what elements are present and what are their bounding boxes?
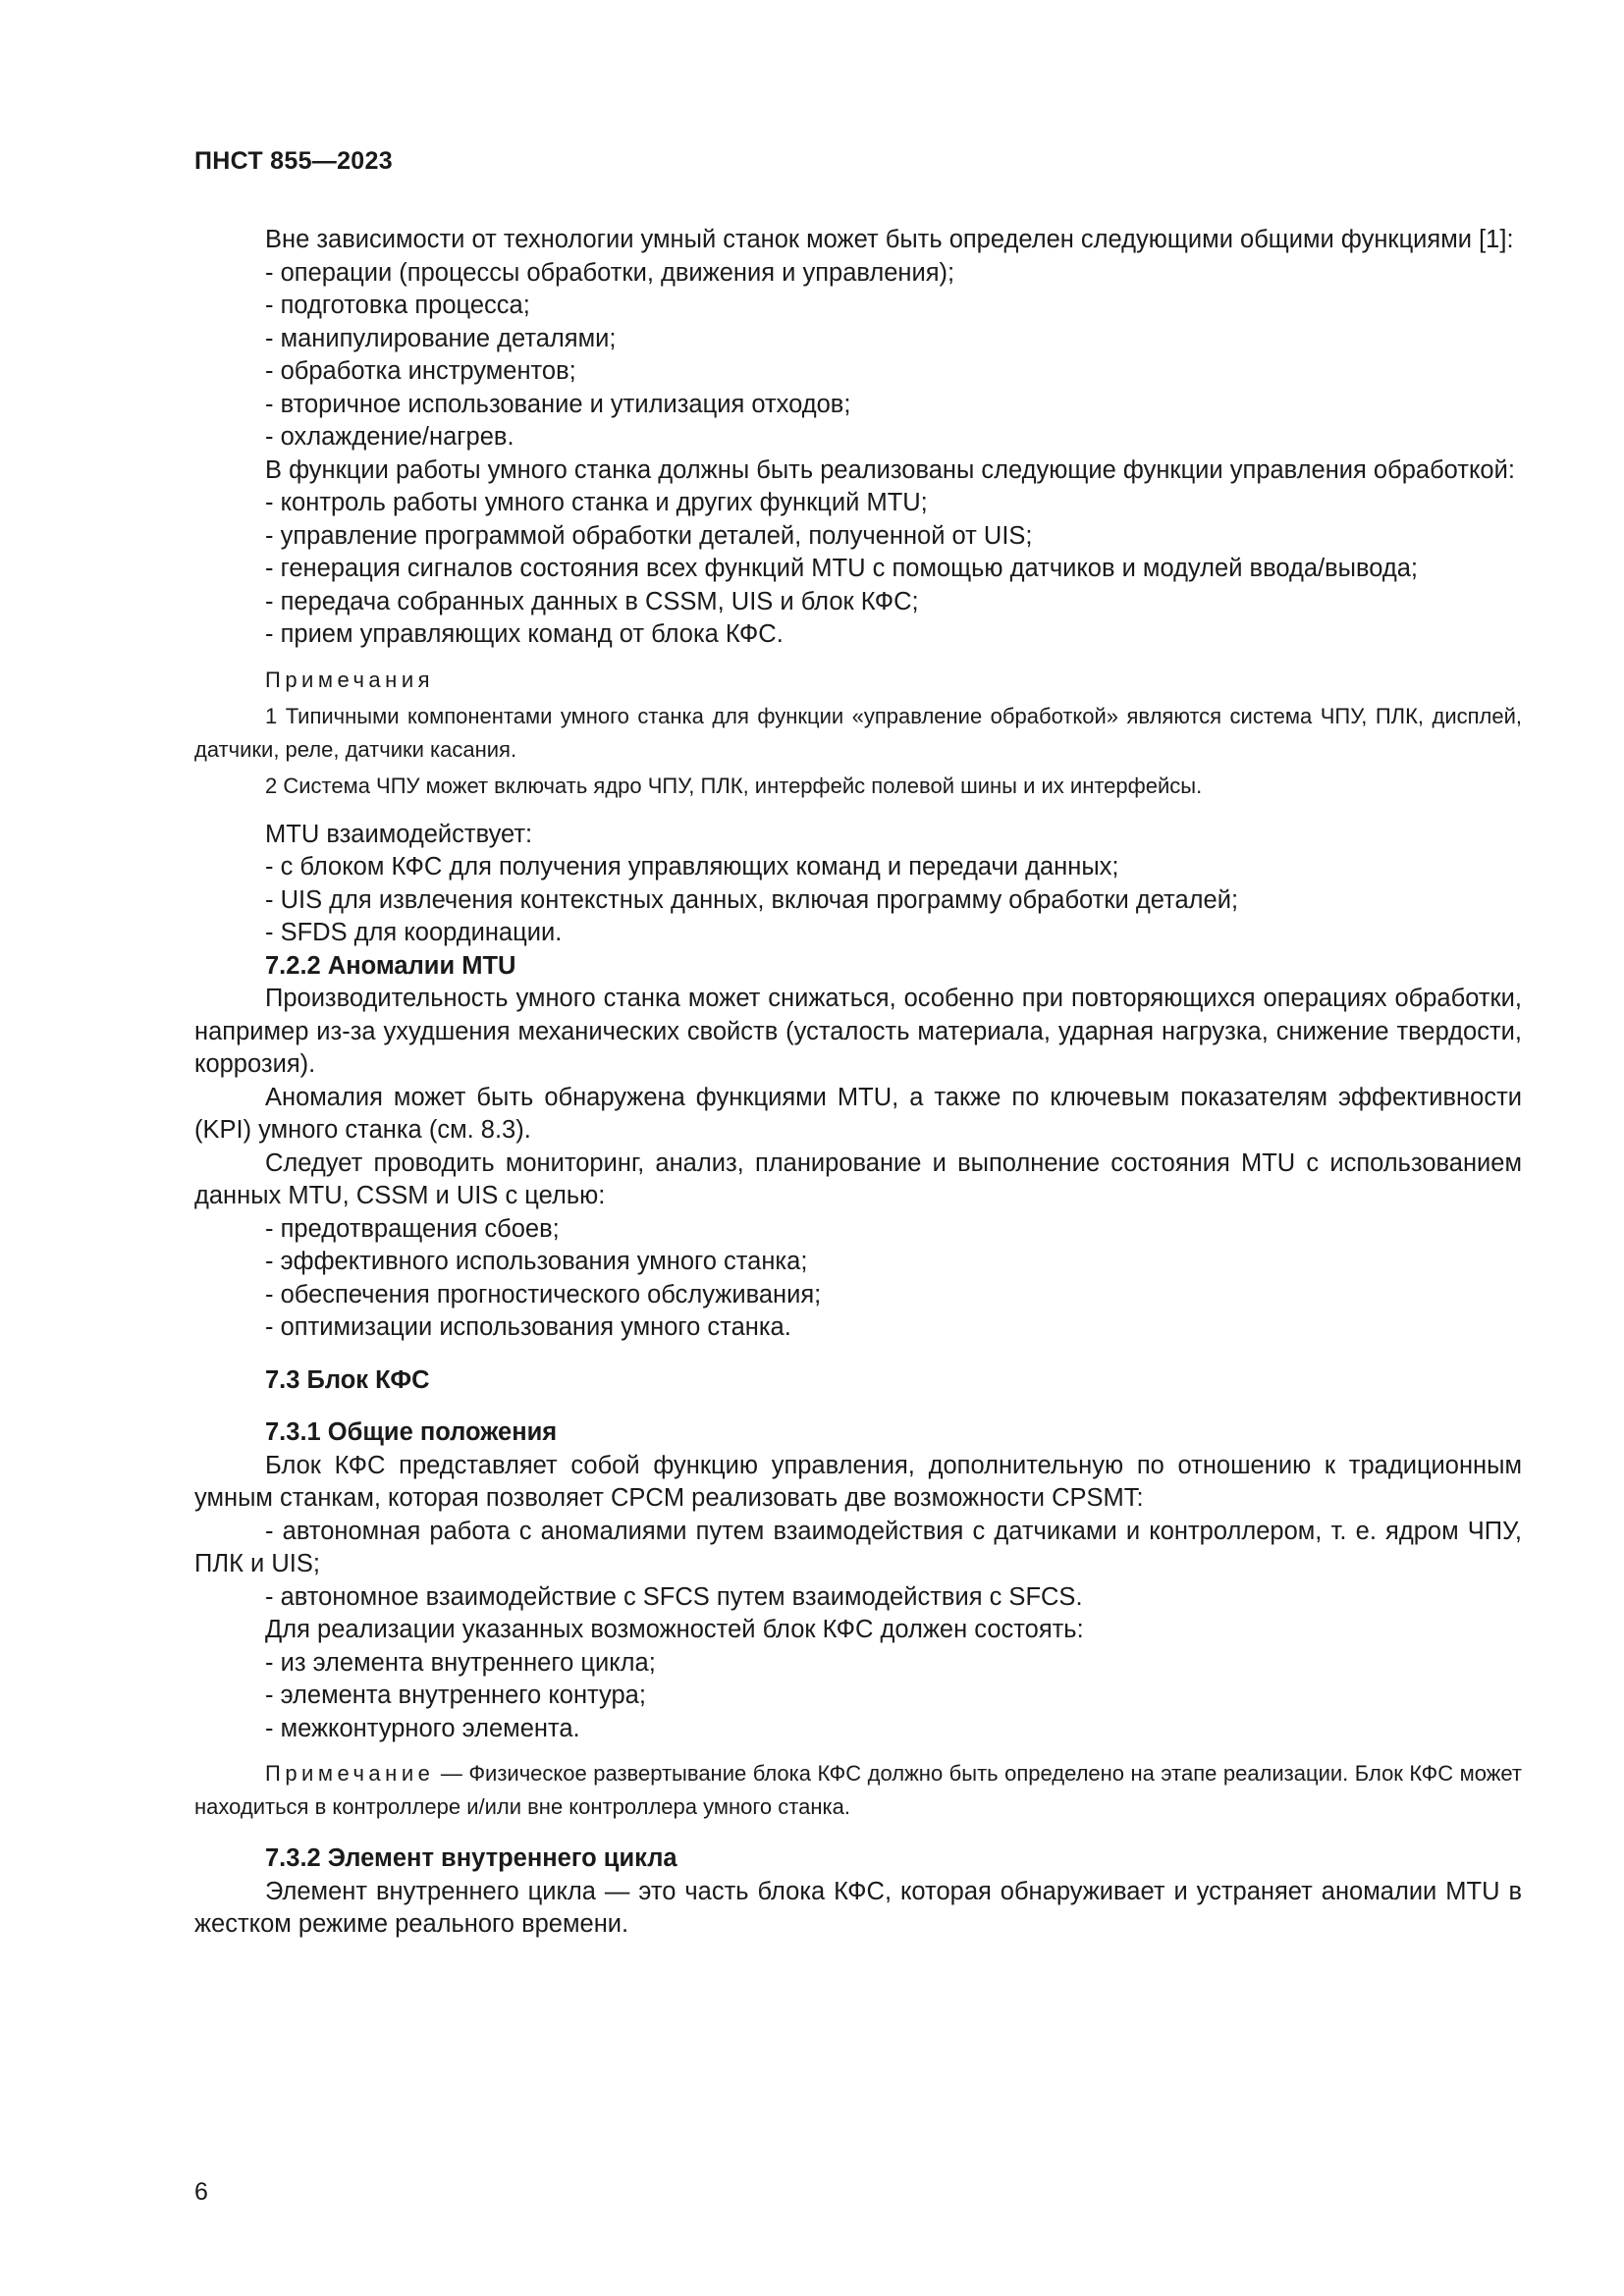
- paragraph: Элемент внутреннего цикла — это часть блока КФС, которая обнаруживает и устраняет аномалии MTU в жестком режиме реального времени.: [194, 1877, 1522, 1938]
- mtu-interacts-paragraph: MTU взаимодействует:: [265, 820, 533, 848]
- intro-paragraph: Вне зависимости от технологии умный станок может быть определен следующими общими функциями [1]:: [265, 226, 1514, 253]
- list-item: - охлаждение/нагрев.: [265, 423, 514, 451]
- document-id-header: ПНСТ 855—2023: [194, 147, 393, 175]
- page-number: 6: [194, 2178, 208, 2206]
- list-item: - SFDS для координации.: [265, 919, 563, 946]
- list-item: - элемента внутреннего контура;: [265, 1682, 646, 1709]
- list-item: - операции (процессы обработки, движения и управления);: [265, 258, 955, 287]
- paragraph: Блок КФС представляет собой функцию управления, дополнительную по отношению к традиционным умным станкам, которая позволяет CPCM реализовать две возможности CPSMT:: [194, 1451, 1522, 1512]
- note-paragraph: [194, 1757, 1522, 1823]
- note-text: — Физическое развертывание блока КФС должно быть определено на этапе реализации. Блок КФС может находиться в контроллере и/или вне контроллера умного станка.: [194, 1761, 1522, 1819]
- note-item: 2 Система ЧПУ может включать ядро ЧПУ, ПЛК, интерфейс полевой шины и их интерфейсы.: [265, 774, 1203, 798]
- list-item: - подготовка процесса;: [265, 292, 530, 319]
- list-item: - межконтурного элемента.: [265, 1714, 580, 1742]
- paragraph: Для реализации указанных возможностей блок КФС должен состоять:: [265, 1616, 1084, 1643]
- section-heading-7-3-1: 7.3.1 Общие положения: [265, 1418, 558, 1446]
- note-label: Примечание: [265, 1761, 435, 1786]
- section-heading-7-2-2: 7.2.2 Аномалии MTU: [265, 951, 516, 980]
- list-item: - из элемента внутреннего цикла;: [265, 1648, 656, 1677]
- control-paragraph: В функции работы умного станка должны быть реализованы следующие функции управления обработкой:: [265, 455, 1515, 484]
- list-item: - прием управляющих команд от блока КФС.: [265, 620, 784, 648]
- list-item: - оптимизации использования умного станка.: [265, 1313, 791, 1341]
- list-item: - обработка инструментов;: [265, 357, 576, 385]
- list-item: - UIS для извлечения контекстных данных, включая программу обработки деталей;: [265, 885, 1239, 914]
- paragraph: Аномалия может быть обнаружена функциями MTU, а также по ключевым показателям эффективности (KPI) умного станка (см. 8.3).: [194, 1083, 1522, 1144]
- paragraph: Производительность умного станка может снижаться, особенно при повторяющихся операциях обработки, например из-за ухудшения механических свойств (усталость материала, ударная нагрузка, снижение твердости, коррозия).: [194, 985, 1522, 1078]
- list-item: - генерация сигналов состояния всех функций MTU с помощью датчиков и модулей ввода/вывода;: [265, 555, 1419, 582]
- list-item: - обеспечения прогностического обслуживания;: [265, 1280, 822, 1308]
- list-item: - контроль работы умного станка и других функций MTU;: [265, 489, 928, 516]
- section-heading-7-3: 7.3 Блок КФС: [265, 1365, 430, 1394]
- list-item: - передача собранных данных в CSSM, UIS и блок КФС;: [265, 587, 919, 615]
- note-item: 1 Типичными компонентами умного станка для функции «управление обработкой» являются система ЧПУ, ПЛК, дисплей, датчики, реле, датчики касания.: [194, 704, 1522, 762]
- section-heading-7-3-2: 7.3.2 Элемент внутреннего цикла: [265, 1844, 677, 1872]
- list-item: - с блоком КФС для получения управляющих команд и передачи данных;: [265, 853, 1119, 881]
- page-content: [194, 224, 1522, 1942]
- paragraph: Следует проводить мониторинг, анализ, планирование и выполнение состояния MTU с использованием данных MTU, CSSM и UIS с целью:: [194, 1148, 1522, 1209]
- list-item: - автономное взаимодействие с SFCS путем взаимодействия с SFCS.: [265, 1582, 1083, 1611]
- list-item: - предотвращения сбоев;: [265, 1214, 560, 1243]
- list-item: - манипулирование деталями;: [265, 324, 617, 352]
- list-item: - автономная работа с аномалиями путем взаимодействия с датчиками и контроллером, т. е. ядром ЧПУ, ПЛК и UIS;: [194, 1517, 1522, 1577]
- list-item: - эффективного использования умного станка;: [265, 1248, 808, 1275]
- list-item: - управление программой обработки деталей, полученной от UIS;: [265, 521, 1033, 550]
- notes-title: Примечания: [265, 667, 435, 692]
- list-item: - вторичное использование и утилизация отходов;: [265, 390, 851, 418]
